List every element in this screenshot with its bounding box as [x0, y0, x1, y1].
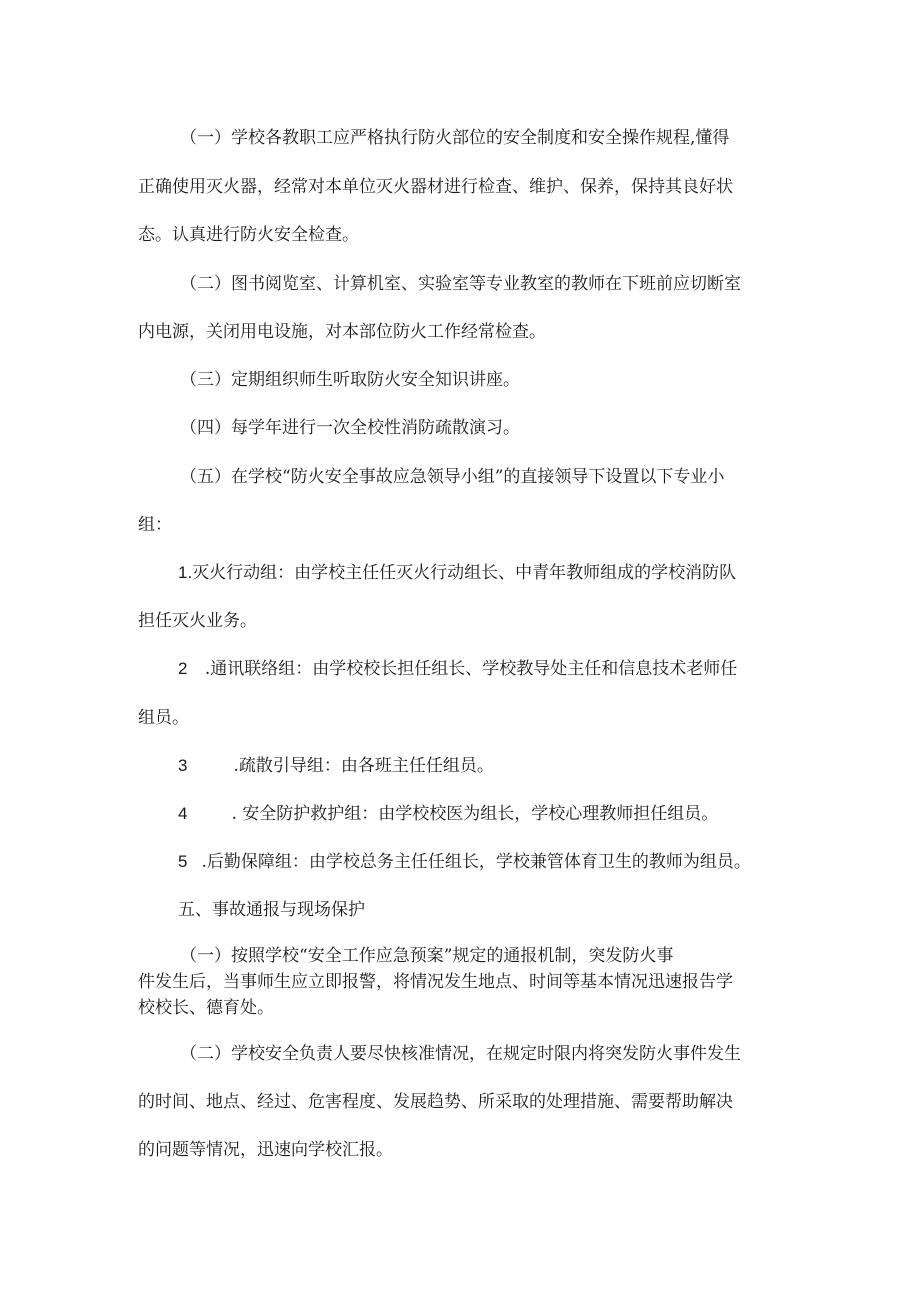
- item-5-text: .后勤保障组：由学校总务主任任组长，学校兼管体育卫生的教师为组员。: [201, 852, 751, 872]
- section-5-heading: 五、事故通报与现场保护: [178, 900, 365, 920]
- paragraph-2-line-2: 内电源，关闭用电设施，对本部位防火工作经常检查。: [138, 322, 546, 342]
- paragraph-1-line-3: 态。认真进行防火安全检查。: [138, 225, 359, 245]
- paragraph-5-line-1: （五）在学校“防火安全事故应急领导小组”的直接领导下设置以下专业小: [180, 467, 725, 487]
- item-2-line-2: 组员。: [138, 708, 189, 728]
- paragraph-7-line-1: （二）学校安全负责人要尽快核准情况，在规定时限内将突发防火事件发生: [180, 1044, 741, 1064]
- item-3: [178, 756, 494, 776]
- item-5-number: 5: [178, 852, 188, 871]
- item-2-text: .通讯联络组：由学校校长担任组长、学校教导处主任和信息技术老师任: [204, 659, 738, 679]
- item-3-text: .疏散引导组：由各班主任任组员。: [233, 756, 494, 776]
- item-4-text: . 安全防护救护组：由学校校医为组长，学校心理教师担任组员。: [231, 804, 719, 824]
- item-4-number: 4: [178, 804, 188, 823]
- item-5: [178, 852, 751, 872]
- item-1-number: 1.: [178, 563, 193, 582]
- paragraph-4: （四）每学年进行一次全校性消防疏散演习。: [180, 418, 520, 438]
- item-2-number: 2: [178, 659, 188, 678]
- item-4: [178, 804, 718, 824]
- paragraph-6-line-3: 校校长、德育处。: [138, 998, 274, 1018]
- paragraph-3: （三）定期组织师生听取防火安全知识讲座。: [180, 370, 520, 390]
- paragraph-7-line-3: 的问题等情况，迅速向学校汇报。: [138, 1140, 393, 1160]
- paragraph-7-line-2: 的时间、地点、经过、危害程度、发展趋势、所采取的处理措施、需要帮助解决: [138, 1092, 733, 1112]
- paragraph-6-line-1: （一）按照学校“安全工作应急预案”规定的通报机制，突发防火事: [180, 946, 674, 966]
- paragraph-1-line-1: （一）学校各教职工应严格执行防火部位的安全制度和安全操作规程,懂得: [180, 128, 730, 148]
- item-2-line-1: [178, 659, 737, 679]
- item-1-line-2: 担任灭火业务。: [138, 611, 257, 631]
- paragraph-6-line-2: 件发生后，当事师生应立即报警，将情况发生地点、时间等基本情况迅速报告学: [138, 972, 733, 992]
- paragraph-2-line-1: （二）图书阅览室、计算机室、实验室等专业教室的教师在下班前应切断室: [180, 274, 741, 294]
- item-1-line-1: [178, 563, 736, 583]
- item-3-number: 3: [178, 756, 188, 775]
- paragraph-5-line-2: 组：: [138, 515, 172, 535]
- paragraph-1-line-2: 正确使用灭火器，经常对本单位灭火器材进行检查、维护、保养，保持其良好状: [138, 177, 733, 197]
- item-1-text: 灭火行动组：由学校主任任灭火行动组长、中青年教师组成的学校消防队: [192, 563, 737, 583]
